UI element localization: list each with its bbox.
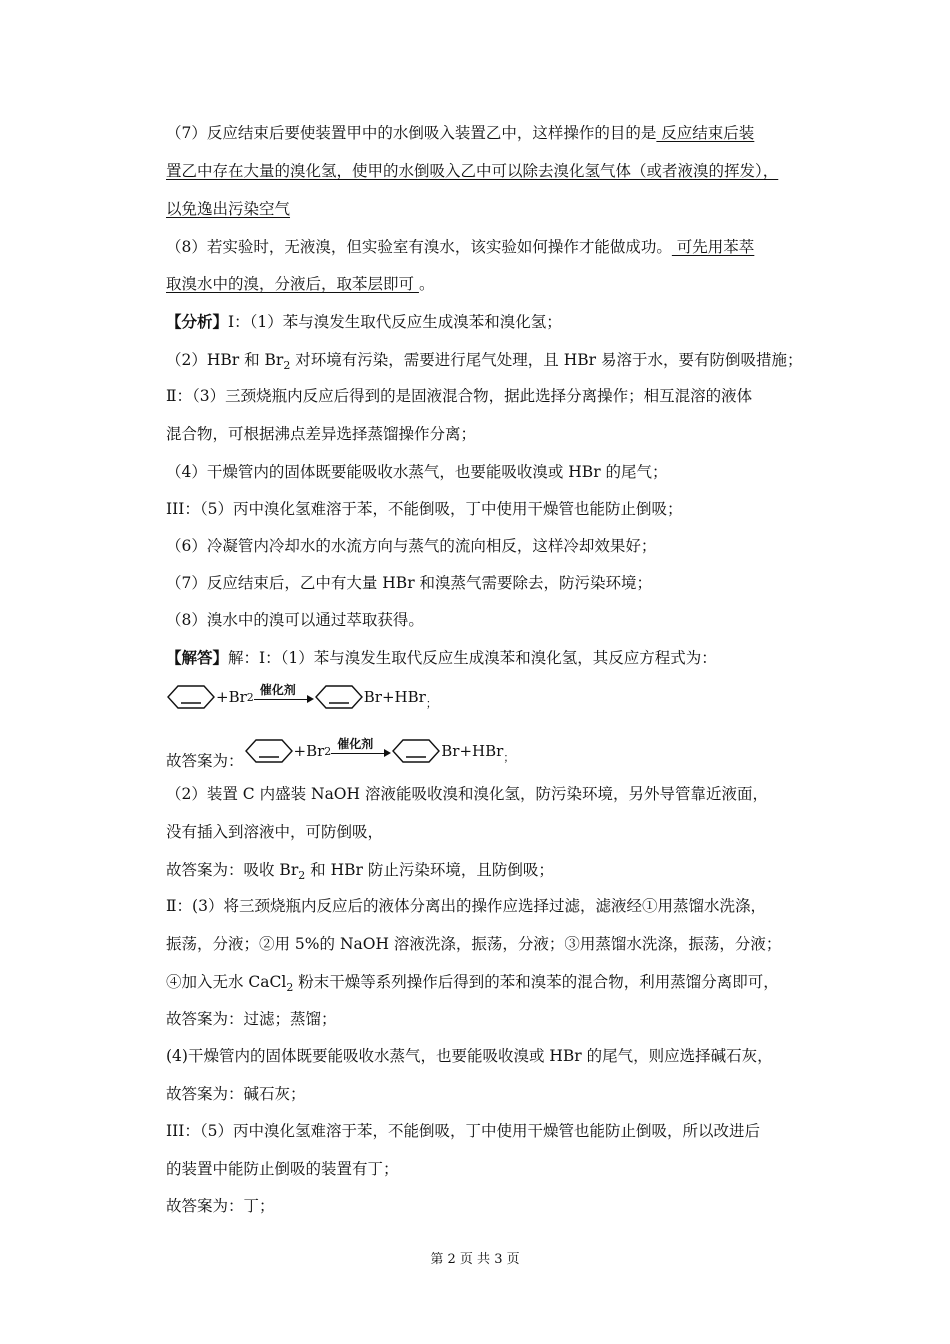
subscript: 2 bbox=[246, 690, 254, 704]
subscript: 2 bbox=[324, 744, 332, 758]
reaction-arrow bbox=[254, 683, 314, 711]
text-line: （6）冷凝管内冷却水的水流方向与蒸气的流向相反，这样冷却效果好； bbox=[166, 537, 657, 555]
arrow-line bbox=[331, 753, 389, 754]
subscript: 2 bbox=[298, 869, 306, 883]
answer-label: 【解答】 bbox=[166, 648, 229, 667]
text-line: 故答案为：过滤；蒸馏； bbox=[166, 1010, 337, 1028]
text-span: ④加入无水 CaCl bbox=[166, 973, 287, 991]
answer-underline: 以免逸出污染空气 bbox=[166, 200, 291, 218]
text-line: （4）干燥管内的固体既要能吸收水蒸气，也要能吸收溴或 HBr 的尾气； bbox=[166, 463, 668, 481]
text-line bbox=[166, 274, 811, 294]
text-line: 没有插入到溶液中，可防倒吸， bbox=[166, 823, 384, 841]
text-line bbox=[166, 972, 811, 998]
analysis-heading-line bbox=[166, 312, 811, 332]
reagent-text: +Br bbox=[293, 742, 325, 760]
reaction-equation-answer bbox=[166, 734, 514, 768]
catalyst-label: 催化剂 bbox=[337, 737, 374, 751]
text-span: 故答案为：吸收 Br bbox=[166, 861, 299, 879]
text-span: ； bbox=[503, 751, 515, 764]
arrow-line bbox=[254, 699, 312, 700]
text-line: 故答案为：丁； bbox=[166, 1197, 275, 1215]
text-line: III：（5）丙中溴化氢难溶于苯，不能倒吸，丁中使用干燥管也能防止倒吸，所以改进后 bbox=[166, 1122, 760, 1140]
catalyst-label: 催化剂 bbox=[259, 683, 296, 697]
text-line: III：（5）丙中溴化氢难溶于苯，不能倒吸，丁中使用干燥管也能防止倒吸； bbox=[166, 500, 683, 518]
text-line: 的装置中能防止倒吸的装置有丁； bbox=[166, 1160, 399, 1178]
arrow-head-icon bbox=[307, 695, 314, 703]
answer-prefix: 故答案为： bbox=[166, 752, 244, 770]
text-line: Ⅱ：（3）三颈烧瓶内反应后得到的是固液混合物，据此选择分离操作；相互混溶的液体 bbox=[166, 387, 753, 405]
reaction-arrow bbox=[331, 737, 391, 765]
benzene-icon bbox=[166, 682, 216, 712]
reagent-text: +Br bbox=[216, 688, 247, 706]
answer-heading-line bbox=[166, 648, 811, 668]
text-span: （8）若实验时，无液溴，但实验室有溴水，该实验如何操作才能做成功。 bbox=[166, 238, 672, 256]
text-line: 混合物，可根据沸点差异选择蒸馏操作分离； bbox=[166, 425, 477, 443]
text-line bbox=[166, 860, 811, 886]
reaction-equation bbox=[166, 680, 437, 714]
benzene-icon bbox=[314, 682, 364, 712]
page-footer: 第 2 页 共 3 页 bbox=[430, 1252, 520, 1267]
subscript: 2 bbox=[286, 981, 294, 995]
text-span: （7）反应结束后要使装置甲中的水倒吸入装置乙中，这样操作的目的是 bbox=[166, 124, 657, 142]
text-line bbox=[166, 350, 811, 376]
text-line: （2）装置 C 内盛装 NaOH 溶液能吸收溴和溴化氢，防污染环境，另外导管靠近液面， bbox=[166, 785, 768, 803]
text-span: 和 HBr 防止污染环境，且防倒吸； bbox=[305, 861, 554, 879]
text-line bbox=[166, 123, 811, 143]
text-span: I：（1）苯与溴发生取代反应生成溴苯和溴化氢； bbox=[228, 313, 562, 331]
text-line bbox=[166, 237, 811, 257]
analysis-label: 【分析】 bbox=[166, 312, 229, 331]
benzene-icon bbox=[391, 736, 441, 766]
product-text: Br+HBr bbox=[441, 742, 504, 760]
benzene-icon bbox=[244, 736, 294, 766]
text-span: 粉末干燥等系列操作后得到的苯和溴苯的混合物，利用蒸馏分离即可， bbox=[293, 973, 779, 991]
text-span: （2）HBr 和 Br bbox=[166, 351, 284, 369]
answer-underline: 可先用苯萃 bbox=[671, 238, 755, 256]
arrow-head-icon bbox=[384, 749, 391, 757]
text-span: ； bbox=[425, 697, 437, 710]
text-line: Ⅱ：(3）将三颈烧瓶内反应后的液体分离出的操作应选择过滤，滤液经①用蒸馏水洗涤， bbox=[166, 897, 766, 915]
answer-underline: 反应结束后装 bbox=[656, 124, 755, 142]
answer-underline: 置乙中存在大量的溴化氢，使甲的水倒吸入乙中可以除去溴化氢气体（或者液溴的挥发）， bbox=[166, 162, 779, 180]
text-span: 解：I：（1）苯与溴发生取代反应生成溴苯和溴化氢，其反应方程式为： bbox=[228, 649, 717, 667]
text-line: 振荡，分液；②用 5%的 NaOH 溶液洗涤，振荡，分液；③用蒸馏水洗涤，振荡，分液； bbox=[166, 935, 782, 953]
text-line: (4)干燥管内的固体既要能吸收水蒸气，也要能吸收溴或 HBr 的尾气，则应选择碱石灰， bbox=[166, 1047, 773, 1065]
answer-underline: 取溴水中的溴，分液后，取苯层即可 bbox=[166, 275, 419, 293]
text-span: 对环境有污染，需要进行尾气处理，且 HBr 易溶于水，要有防倒吸措施； bbox=[290, 351, 803, 369]
text-line: （8）溴水中的溴可以通过萃取获得。 bbox=[166, 611, 424, 629]
text-span: 。 bbox=[418, 275, 435, 293]
product-text: Br+HBr bbox=[363, 688, 426, 706]
text-line bbox=[166, 199, 811, 219]
text-line: （7）反应结束后，乙中有大量 HBr 和溴蒸气需要除去，防污染环境； bbox=[166, 574, 653, 592]
subscript: 2 bbox=[283, 359, 291, 373]
text-line: 故答案为：碱石灰； bbox=[166, 1085, 306, 1103]
